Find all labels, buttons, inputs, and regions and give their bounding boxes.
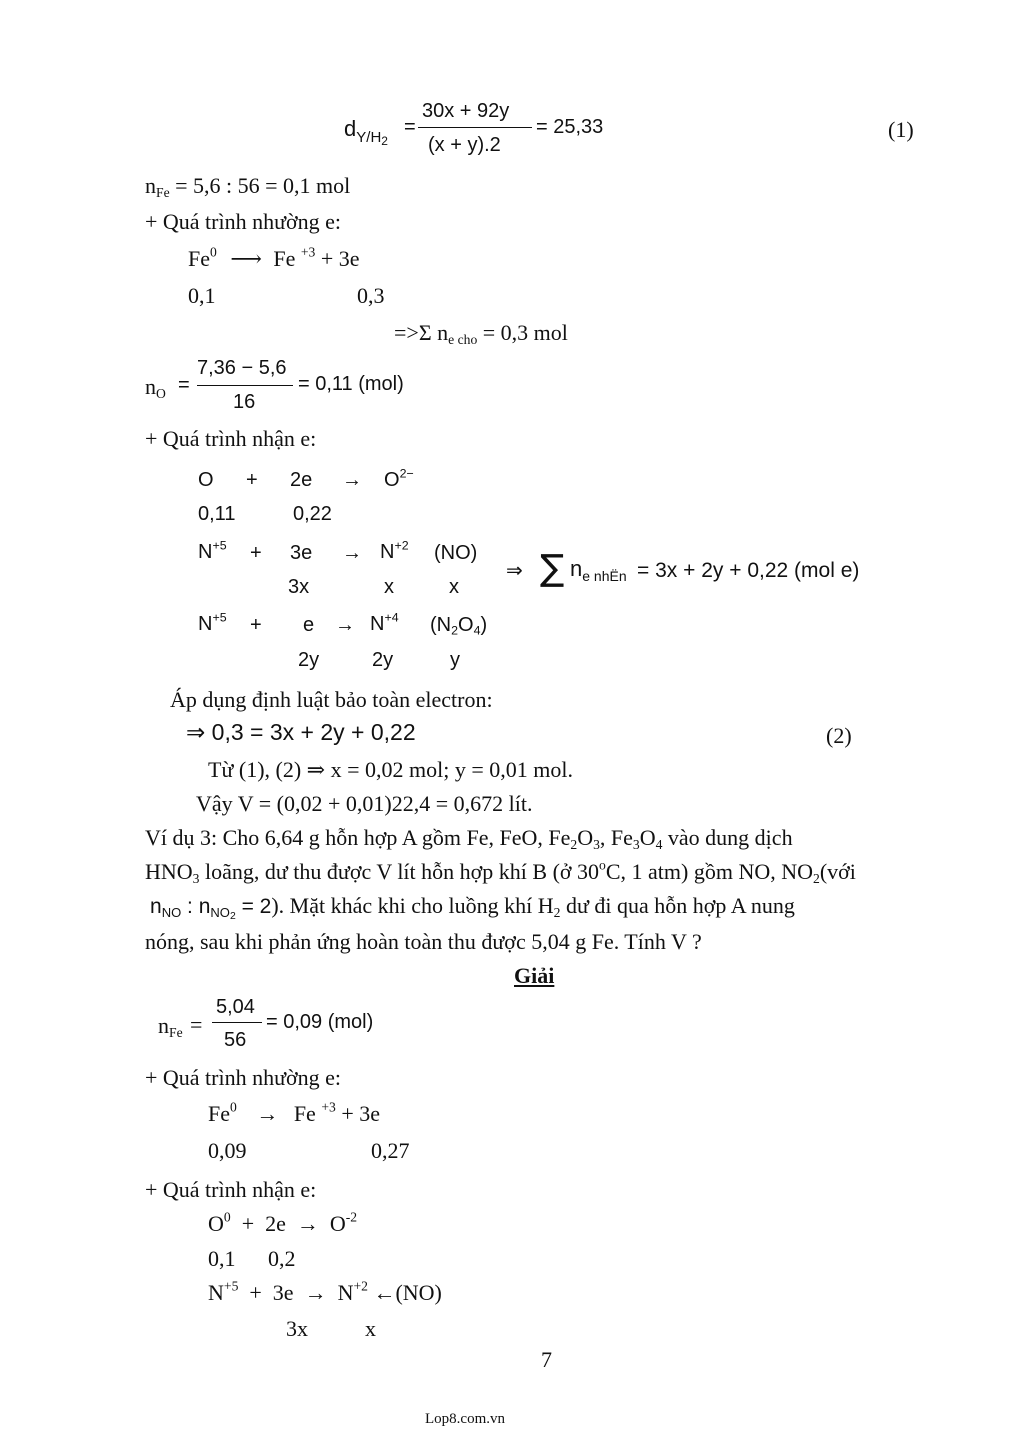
vd3-l1-a: Ví dụ 3: Cho 6,64 g hỗn hợp A gồm Fe, FeO, Fe xyxy=(145,825,571,850)
nfe-rest: = 5,6 : 56 = 0,1 mol xyxy=(169,173,351,198)
n1-value-a: 3x xyxy=(288,576,310,598)
vay-line: Vậy V = (0,02 + 0,01)22,4 = 0,672 lít. xyxy=(196,791,533,816)
n2-n2: N xyxy=(370,613,385,635)
apdung-line: Áp dụng định luật bảo toàn electron: xyxy=(170,687,493,712)
eq1-equals: = xyxy=(404,116,416,138)
vd3-l3-rest xyxy=(271,893,795,921)
o-reaction-o: O xyxy=(198,469,214,491)
ratio-2: 2 xyxy=(229,910,236,922)
nfe-sub: Fe xyxy=(156,185,170,201)
n1-plus: + xyxy=(250,542,262,564)
nfe2-rhs: = 0,09 (mol) xyxy=(266,1011,374,1033)
sum-nhan-n: n xyxy=(570,556,583,581)
eq1-fraction-bar xyxy=(418,127,532,128)
eq1-sub-h: H xyxy=(370,129,382,146)
n1-sup2: +2 xyxy=(394,538,409,553)
n1-tag: (NO) xyxy=(434,542,478,564)
n2-sup: +5 xyxy=(212,610,227,625)
n3-n: N xyxy=(208,1280,224,1305)
fe-value-b-2: 0,27 xyxy=(371,1138,410,1163)
n1-electrons: 3e xyxy=(290,542,313,564)
sum-nhan-term xyxy=(570,558,627,583)
fe1-fe: Fe xyxy=(188,246,210,271)
vd3-l1-h: 4 xyxy=(655,837,663,853)
fe2-sup: 0 xyxy=(230,1099,237,1115)
o2-value-a: 0,1 xyxy=(208,1246,236,1271)
sum-nhan-rhs: = 3x + 2y + 0,22 (mol e) xyxy=(637,559,860,582)
fe-value-a-1: 0,1 xyxy=(188,283,216,308)
nfe2-sub: Fe xyxy=(169,1025,183,1041)
vd3-l1-f: 3 xyxy=(632,837,640,853)
eq2-tag: (2) xyxy=(826,723,852,748)
heading-nhan-1: + Quá trình nhận e: xyxy=(145,426,317,451)
fe2-fe: Fe xyxy=(208,1101,230,1126)
giai-heading: Giải xyxy=(514,963,555,988)
vd3-l2-f: 2 xyxy=(813,871,820,887)
eq1-sub-2: 2 xyxy=(381,134,388,148)
n2-arrow: → xyxy=(335,614,355,636)
o2-rest: + 2e → O xyxy=(230,1211,346,1236)
fe2-sup2: +3 xyxy=(321,1099,336,1115)
vd3-line1 xyxy=(145,825,793,853)
ratio-no: NO xyxy=(161,904,182,920)
sum-cho-post: = 0,3 mol xyxy=(477,320,568,345)
n2-n: N xyxy=(198,613,213,635)
n1-value-c: x xyxy=(449,576,459,598)
vd3-l3-rest-a: ). Mặt khác khi cho luồng khí H xyxy=(271,893,554,918)
vd3-line2 xyxy=(145,857,856,887)
n3-tail: ←(NO) xyxy=(367,1280,442,1305)
n1-value-b: x xyxy=(384,576,394,598)
vd3-l1-e: , Fe xyxy=(599,825,633,850)
o-reaction-2 xyxy=(208,1209,358,1236)
o-reaction-plus: + xyxy=(246,469,258,491)
fe2-tail: + 3e xyxy=(341,1101,380,1126)
n2-tag xyxy=(430,614,488,638)
eq1-rhs: = 25,33 xyxy=(536,116,604,138)
vd3-l2-g: (với xyxy=(819,859,856,884)
eq1-denominator: (x + y).2 xyxy=(428,134,501,156)
n2-value-b: 2y xyxy=(372,649,394,671)
n1-product xyxy=(380,538,409,563)
nfe2-numerator: 5,04 xyxy=(216,996,255,1018)
o2-sup: 0 xyxy=(223,1209,231,1225)
o2-value-b: 0,2 xyxy=(268,1246,296,1271)
o2-o: O xyxy=(208,1211,224,1236)
vd3-line3 xyxy=(150,893,795,922)
vd3-l2-b: 3 xyxy=(192,871,200,887)
ratio-no2: NO xyxy=(210,904,230,920)
nfe2-lhs xyxy=(158,1013,183,1041)
heading-nhuong-1: + Quá trình nhường e: xyxy=(145,209,342,234)
sum-cho-sub: e cho xyxy=(448,332,478,348)
fe2-fe2: Fe xyxy=(293,1101,316,1126)
fe1-sup2: +3 xyxy=(300,244,316,260)
n3-sup: +5 xyxy=(223,1278,239,1294)
n2-tag-b: 2 xyxy=(451,623,459,638)
no-sub: O xyxy=(156,386,166,402)
n2-sup2: +4 xyxy=(384,610,399,625)
vd3-l1-d: 3 xyxy=(593,837,600,853)
vd3-ratio xyxy=(150,895,272,922)
fe2-arrow: → xyxy=(256,1101,279,1126)
nfe2-n: n xyxy=(158,1013,169,1038)
footer-site: Lop8.com.vn xyxy=(425,1411,505,1427)
sum-cho-line xyxy=(394,320,568,348)
o-value-b: 0,22 xyxy=(293,503,332,525)
vd3-l2-a: HNO xyxy=(145,859,193,884)
n2-tag-e: ) xyxy=(480,614,488,636)
n1-reactant xyxy=(198,538,227,563)
fe-value-a-2: 0,09 xyxy=(208,1138,247,1163)
nfe-line xyxy=(145,173,351,201)
n2-electron: e xyxy=(303,614,315,636)
sum-nhan-sigma: ∑ xyxy=(540,548,565,589)
vd3-l1-i: vào dung dịch xyxy=(662,825,793,850)
page-number: 7 xyxy=(541,1347,552,1372)
vd3-l3-rest-b: 2 xyxy=(553,905,561,921)
nfe2-fraction-bar xyxy=(212,1022,262,1023)
no-denominator: 16 xyxy=(233,391,256,413)
vd3-line4: nóng, sau khi phản ứng hoàn toàn thu được 5,04 g Fe. Tính V ? xyxy=(145,929,702,954)
eq1-sub-slash: / xyxy=(366,129,371,146)
n2-value-c: y xyxy=(450,649,460,671)
n2-plus: + xyxy=(250,614,262,636)
eq1-sub-y: Y xyxy=(356,129,367,146)
eq1-d: d xyxy=(344,116,357,141)
n2-tag-a: (N xyxy=(430,614,452,636)
sum-nhan-implies: ⇒ xyxy=(506,560,523,582)
fe1-arrow: ⟶ xyxy=(230,246,262,271)
tu-line: Từ (1), (2) ⇒ x = 0,02 mol; y = 0,01 mol. xyxy=(208,757,573,782)
nfe-n: n xyxy=(145,173,156,198)
sum-cho-pre: =>Σ n xyxy=(394,320,449,345)
o-reaction-e: 2e xyxy=(290,469,313,491)
n-reaction-3 xyxy=(208,1278,442,1305)
ratio-n1: n xyxy=(150,895,162,918)
fe1-sup: 0 xyxy=(210,244,217,260)
n2-reactant xyxy=(198,610,227,635)
heading-nhan-2: + Quá trình nhận e: xyxy=(145,1177,317,1202)
vd3-l3-rest-c: dư đi qua hỗn hợp A nung xyxy=(560,893,795,918)
nfe2-denominator: 56 xyxy=(224,1029,247,1051)
vd3-l2-d: o xyxy=(599,857,606,873)
o-product-o: O xyxy=(384,469,400,491)
n3-sup2: +2 xyxy=(353,1278,368,1294)
vd3-l1-g: O xyxy=(639,825,656,850)
fe1-tail: + 3e xyxy=(320,246,360,271)
eq1-lhs xyxy=(344,118,388,147)
n3-rest: + 3e → N xyxy=(238,1280,354,1305)
eq2-line: ⇒ 0,3 = 3x + 2y + 0,22 xyxy=(186,719,416,745)
fe-reaction-1 xyxy=(188,244,360,271)
n2-product xyxy=(370,610,399,635)
no-rhs: = 0,11 (mol) xyxy=(298,373,404,395)
n1-n: N xyxy=(198,541,213,563)
ratio-n2: : n xyxy=(181,895,211,918)
o-product-sup: 2− xyxy=(399,466,414,481)
no-numerator: 7,36 − 5,6 xyxy=(197,357,287,379)
n3-value-b: x xyxy=(365,1316,376,1341)
heading-nhuong-2: + Quá trình nhường e: xyxy=(145,1065,342,1090)
fe1-fe2: Fe xyxy=(273,246,296,271)
eq1-numerator: 30x + 92y xyxy=(422,100,510,122)
eq1-tag: (1) xyxy=(888,117,914,142)
n2-value-a: 2y xyxy=(298,649,320,671)
sum-nhan-sub: e nhËn xyxy=(582,568,627,584)
fe-reaction-2 xyxy=(208,1099,380,1126)
o2-sup2: -2 xyxy=(345,1209,358,1225)
nfe2-equals: = xyxy=(190,1012,203,1037)
n1-arrow: → xyxy=(342,542,362,564)
n3-value-a: 3x xyxy=(286,1316,308,1341)
n2-tag-d: 4 xyxy=(473,623,481,638)
vd3-l2-e: C, 1 atm) gồm NO, NO xyxy=(605,859,813,884)
no-equals: = xyxy=(178,374,190,396)
n1-sup: +5 xyxy=(212,538,227,553)
no-n: n xyxy=(145,374,156,399)
vd3-l2-c: loãng, dư thu được V lít hỗn hợp khí B (ở 30 xyxy=(199,859,600,884)
no-fraction-bar xyxy=(197,385,293,386)
ratio-eq: = 2 xyxy=(235,895,272,918)
vd3-l1-b: 2 xyxy=(570,837,578,853)
no-lhs xyxy=(145,374,166,402)
n1-n2: N xyxy=(380,541,395,563)
o-reaction-arrow: → xyxy=(342,469,362,491)
fe-value-b-1: 0,3 xyxy=(357,283,385,308)
o-reaction-product xyxy=(384,466,414,491)
vd3-l1-c: O xyxy=(577,825,594,850)
o-value-a: 0,11 xyxy=(198,503,236,525)
n2-tag-c: O xyxy=(458,614,474,636)
